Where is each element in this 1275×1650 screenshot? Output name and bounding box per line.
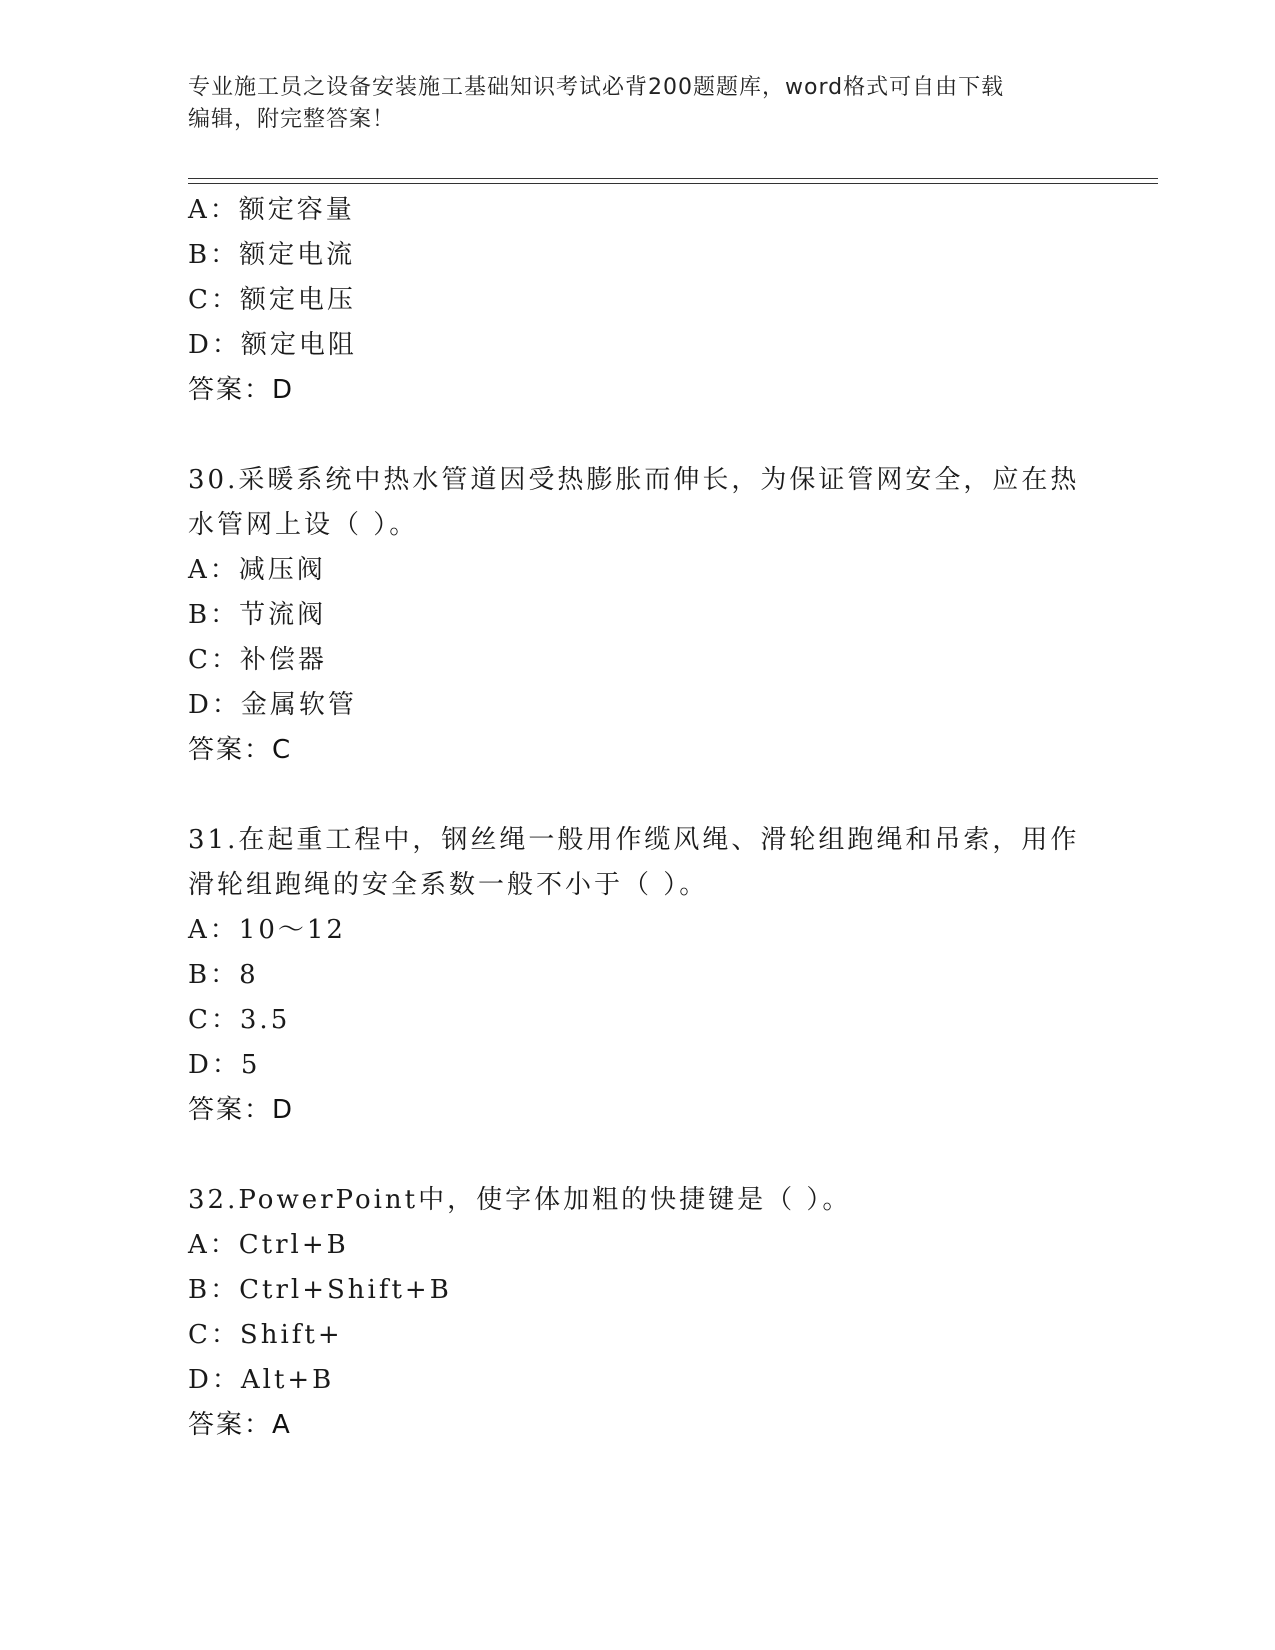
q30-option-c: C：补偿器 [188, 645, 327, 675]
q31-option-c: C：3.5 [188, 1005, 291, 1035]
q29-option-b: B：额定电流 [188, 240, 356, 270]
q31-stem-line-2: 滑轮组跑绳的安全系数一般不小于（ ）。 [188, 870, 709, 900]
q32-option-b: B：Ctrl+Shift+B [188, 1275, 452, 1305]
header-title-line-1: 专业施工员之设备安装施工基础知识考试必背200题题库，word格式可自由下载 [188, 75, 1005, 100]
q32-stem-line-1: 32.PowerPoint中，使字体加粗的快捷键是（ ）。 [188, 1185, 852, 1215]
q31-option-b: B：8 [188, 960, 259, 990]
q30-option-a: A：减压阀 [188, 555, 326, 585]
q29-option-c: C：额定电压 [188, 285, 356, 315]
q30-option-b: B：节流阀 [188, 600, 327, 630]
document-header [188, 72, 1088, 136]
q32-option-d: D：Alt+B [188, 1365, 335, 1395]
q30-option-d: D：金属软管 [188, 690, 357, 720]
q30-answer: 答案：C [188, 735, 293, 765]
q31-option-d: D：5 [188, 1050, 261, 1080]
q32-answer: 答案：A [188, 1410, 292, 1440]
header-title-line-2: 编辑，附完整答案！ [188, 107, 396, 132]
q30-stem-line-2: 水管网上设（ ）。 [188, 510, 419, 540]
header-divider-bottom [188, 183, 1158, 184]
q32-option-a: A：Ctrl+B [188, 1230, 349, 1260]
q29-answer: 答案：D [188, 375, 295, 405]
q31-answer: 答案：D [188, 1095, 295, 1125]
q31-stem-line-1: 31.在起重工程中，钢丝绳一般用作缆风绳、滑轮组跑绳和吊索，用作 [188, 825, 1080, 855]
q32-option-c: C：Shift+ [188, 1320, 343, 1350]
q30-stem-line-1: 30.采暖系统中热水管道因受热膨胀而伸长，为保证管网安全，应在热 [188, 465, 1080, 495]
q29-option-a: A：额定容量 [188, 195, 355, 225]
q29-option-d: D：额定电阻 [188, 330, 357, 360]
q31-option-a: A：10～12 [188, 915, 346, 945]
header-divider-top [188, 178, 1158, 179]
